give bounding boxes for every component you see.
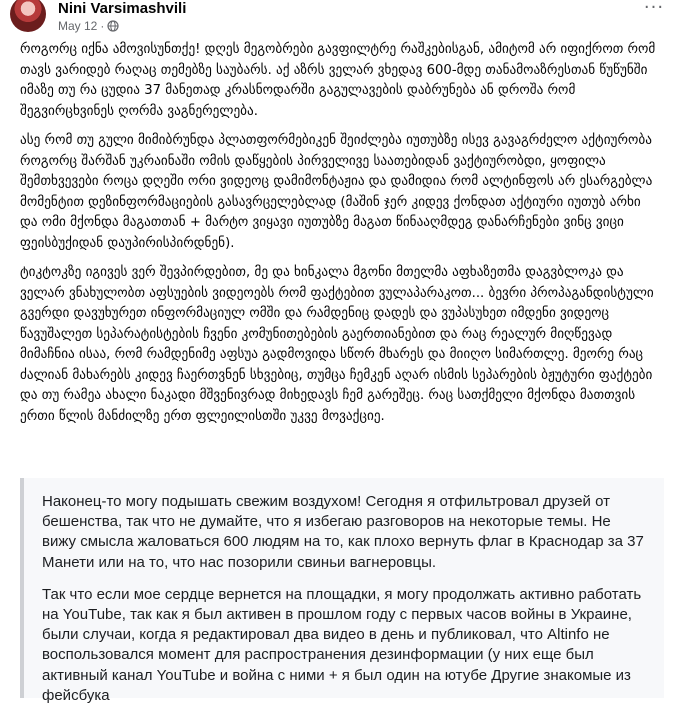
post-date[interactable]: May 12 [58,19,98,33]
quote-paragraph: Так что если мое сердце вернется на площадки, я могу продолжать активно работать на YouTube, так как я был активен в прошлом году с первых часов войны в Украине, были случаи, когда я редактировал два видео в день и публиковал, что Altinfo не воспользовался момент для распространения дезинформации (у них еще был активный канал YouTube и война с ними + я был один на ютубе Другие знакомые из фейсбука [42,585,642,704]
meta-separator: · [100,19,105,33]
post-paragraph: როგორც იქნა ამოვისუნთქე! დღეს მეგობრები გავფილტრე რაშკების​გან, ამიტომ არ იფიქროთ რომ თავს ვარიდებ რაღაც თემებზე საუბარს. აქ აზრს ველარ ვხედავ 600-მდე თანამოაზრესთან წუწუნში იმაზე თუ რა ცუდია 37 მანეთად კრასნოდარში გაგულავების დაბრუნება ან დროშა რომ შეგვირცხვინეს ღორმა ვაგნერელება. [20,42,656,119]
post-paragraph: ტიკტოკზე იგივეს ვერ შევპირდებით, მე და ხინკალა მგონი მთელმა აფხაზეთმა დაგვბლოკა და ველარ ვნახულობთ აფსუების ვიდეოებს რომ ფაქტებით ვულაპარაკოთ... ბევრი პროპაგანდისტული გვერდი დავუხურეთ ინფორმაციულ ომში და რამდენიც დადეს და ვუპასუხეთ იმდენი ვიდეოც წავუშალეთ სეპარატისტების ჩვენი კომუნითებების გაერთიანებით და რაც რეალურ მიღწევად მიმაჩნია ისაა, რომ რამდენიმე აფსუა გადმოვიდა სწორ მხარეს და მიიღო სიმართლე. მეორე რაც ძალიან მახარებს კიდევ ჩაერთვნენ სხვებიც, თუმცა ჩემკენ აღარ ისმის სეპარების ბჟუტური ფაქტები და თუ რამეა ახალი ნაკადი მშვენივრად მიხედავს ჩემ გარეშეც. რაც სათქმელი მქონდა მათთვის ერთი წლის მანძილზე ერთ ფლეილისთში უკვე მოვაქციე. [20,265,654,424]
avatar[interactable] [10,0,46,32]
post-header [10,0,670,36]
quote-paragraph: Наконец-то могу подышать свежим воздухом! Сегодня я отфильтровал друзей от бешенства, так что не думайте, что я избегаю разговоров на некоторые темы. Не вижу смысла жаловаться 600 людям на то, как плохо вернуть флаг в Краснодар за 37 Манети или на то, что нас позорили свиньи вагнеровцы. [42,493,644,571]
translation-quote [20,478,664,704]
globe-icon [107,20,119,32]
post-meta [58,19,119,33]
more-horizontal-icon[interactable]: ··· [643,0,665,18]
post-paragraph: ასე რომ თუ გული მიმიბრუნდა პლათფორმებიკენ შეიძლება იუთუბზე ისევ გავაგრძელო აქტიურობა როგორც შარშან უკრაინაში ომის დაწყების პირველივე საათებიდან ვაქტიურობდი, ყოფილა შემთხვევები როცა დღეში ორი ვიდეოც დამიმონტაჟია და დამიდია რომ ალტინფოს არ ესარგებლა მომენტით დეზინფორმაციების გასავრცელებლად (მაშინ ჯერ კიდევ ქონდათ აქტიური იუთუბ არხი და ომი მქონდა მაგათთან + მარტო ვიყავი იუთუბზე მაგათ წინააღმდეგ დანარჩენები ვინც ვიცი ფეისბუქიდან დაუპირისპირდნენ). [20,133,653,251]
author-name[interactable]: Nini Varsimashvili [58,0,187,17]
post-text-georgian [20,40,660,427]
